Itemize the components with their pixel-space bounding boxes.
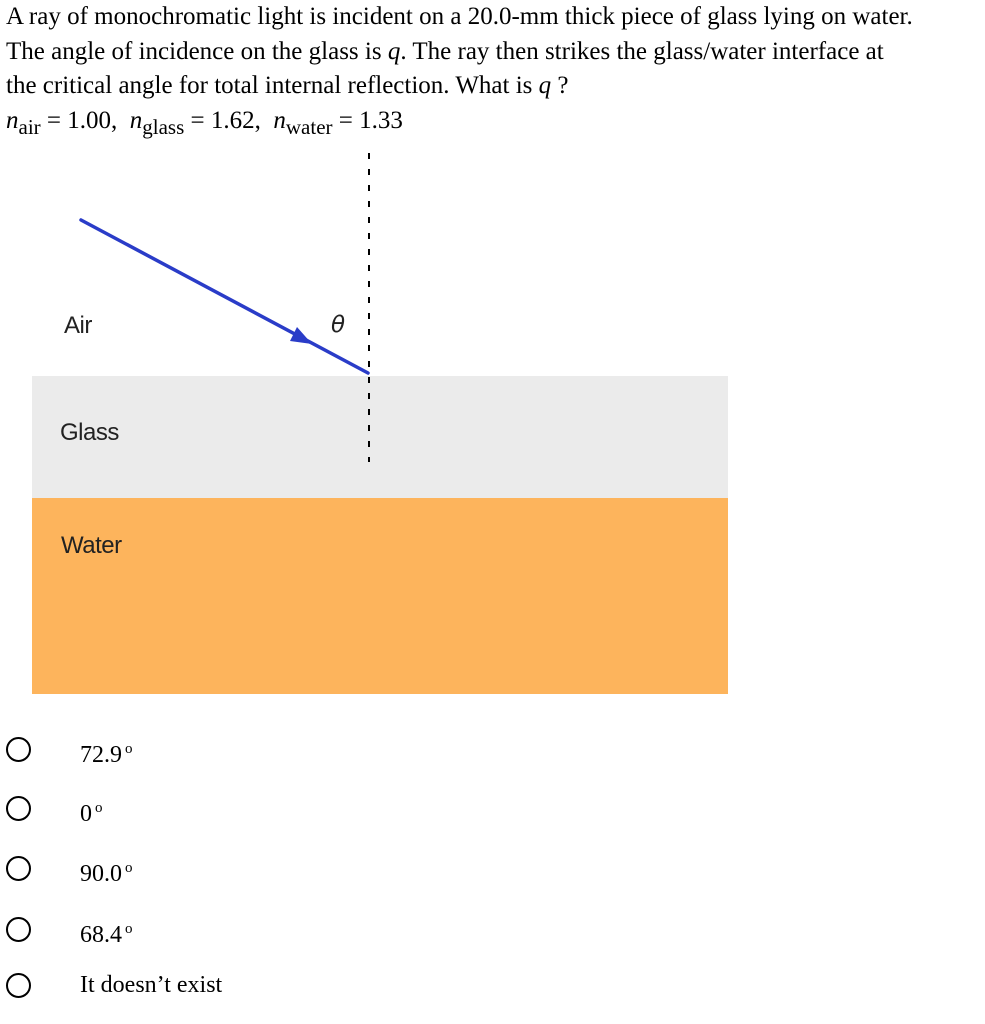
incident-ray <box>81 220 368 373</box>
option-value: 0 <box>80 801 92 827</box>
radio-button[interactable] <box>6 856 31 881</box>
ray-arrowhead <box>290 327 312 344</box>
index-value: = 1.33 <box>338 107 403 134</box>
water-label: Water <box>61 532 122 559</box>
question-line-3-post: ? <box>551 72 569 99</box>
question-line-2-pre: The angle of incidence on the glass is <box>6 38 388 65</box>
radio-button[interactable] <box>6 737 31 762</box>
angle-variable: q <box>387 38 401 65</box>
answer-option[interactable] <box>0 734 400 774</box>
index-value: = 1.00, <box>46 107 118 134</box>
glass-label: Glass <box>60 419 119 446</box>
index-value: = 1.62, <box>190 107 261 134</box>
answer-option-label[interactable] <box>80 853 133 889</box>
air-label: Air <box>64 312 92 339</box>
answer-option-label[interactable] <box>80 914 133 950</box>
index-subscript: glass <box>142 115 185 139</box>
question-line-3-pre: the critical angle for total internal reflection. What is <box>6 72 539 99</box>
angle-variable: q <box>538 72 552 99</box>
degree-mark: o <box>125 921 133 937</box>
angle-theta-label: θ <box>331 312 345 338</box>
option-value: 68.4 <box>80 922 122 948</box>
answer-option[interactable] <box>0 914 400 954</box>
radio-button[interactable] <box>6 973 31 998</box>
answer-option[interactable] <box>0 853 400 893</box>
question-line-2-post: . The ray then strikes the glass/water interface at <box>400 38 884 65</box>
degree-mark: o <box>125 860 133 876</box>
degree-mark: o <box>95 800 103 816</box>
answer-option-label[interactable] <box>80 970 222 1000</box>
radio-button[interactable] <box>6 796 31 821</box>
index-symbol: n <box>6 107 19 134</box>
index-subscript: water <box>285 115 333 139</box>
answer-option-label[interactable] <box>80 734 133 770</box>
answer-option[interactable] <box>0 793 400 833</box>
answer-option[interactable] <box>0 970 400 1010</box>
option-value: It doesn’t exist <box>80 972 223 998</box>
index-symbol: n <box>273 107 286 134</box>
index-symbol: n <box>129 107 143 134</box>
option-value: 72.9 <box>80 742 122 768</box>
degree-mark: o <box>125 741 133 757</box>
radio-button[interactable] <box>6 917 31 942</box>
index-subscript: air <box>18 115 41 139</box>
option-value: 90.0 <box>80 861 122 887</box>
question-line-1: A ray of monochromatic light is incident on a 20.0-mm thick piece of glass lying on water. <box>6 3 913 30</box>
answer-option-label[interactable] <box>80 793 103 829</box>
